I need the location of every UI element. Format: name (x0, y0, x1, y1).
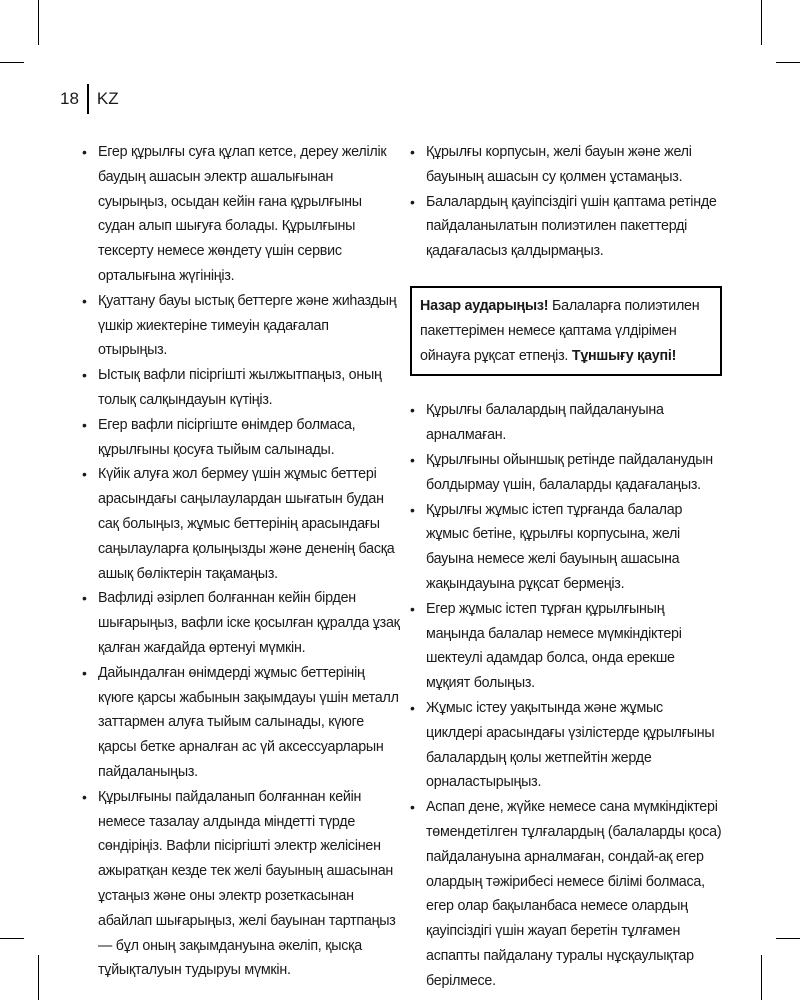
list-item: • Құрылғы балалардың пайдалануына арналмаған. (410, 398, 722, 448)
list-item: • Жұмыс істеу уақытында және жұмыс циклдері арасындағы үзілістерде құрылғыны балалардың қолы жетпейтін жерде орналастырыңыз. (410, 696, 722, 795)
list-item: • Құрылғы корпусын, желі бауын және желі бауының ашасын су қолмен ұстамаңыз. (410, 140, 722, 190)
crop-mark (38, 955, 39, 1000)
list-item: • Құрылғы жұмыс істеп тұрғанда балалар жұмыс бетіне, құрылғы корпусына, желі бауына немесе желі бауының ашасына жақындауына рұқсат бермеңіз. (410, 498, 722, 597)
page-number: 18 (60, 89, 79, 108)
language-code: KZ (96, 89, 119, 108)
bullet-icon: • (82, 367, 87, 384)
list-item: • Егер құрылғы суға құлап кетсе, дереу желілік баудың ашасын электр ашалығынан суырыңыз, осыдан кейін ғана құрылғыны судан алып шығуға болады. Құрылғыны тексерту немесе жөндету үшін сервис орталығына жүгініңіз. (82, 140, 400, 289)
bullet-icon: • (410, 451, 415, 468)
bullet-icon: • (410, 699, 415, 716)
list-item: • Құрылғыны пайдаланып болғаннан кейін немесе тазалау алдында міндетті түрде сөндіріңіз. Вафли пісіргішті электр желісінен ажыратқан кезде тек желі бауының ашасынан ұстаңыз және оны электр розеткасынан абайлап шығарыңыз, желі бауынан тартпаңыз — бұл оның зақымдануына әкеліп, қысқа тұйықталуын тудыруы мүмкін. (82, 785, 400, 983)
left-column (82, 140, 400, 983)
crop-mark (776, 938, 800, 939)
list-item: • Егер жұмыс істеп тұрған құрылғының маңында балалар немесе мүмкіндіктері шектеулі адамдар болса, онда ерекше мұқият болыңыз. (410, 597, 722, 696)
bullet-list (82, 140, 400, 983)
list-item: • Дайындалған өнімдерді жұмыс беттерінің күюге қарсы жабынын зақымдауы үшін металл заттармен алуға тыйым салынады, күюге қарсы бетке арналған ас үй аксессуарларын пайдаланыңыз. (82, 661, 400, 785)
bullet-icon: • (410, 402, 415, 419)
list-item: • Аспап дене, жүйке немесе сана мүмкіндіктері төмендетілген тұлғалардың (балаларды қоса) пайдалануына арналмаған, сондай-ақ егер олардың тәжірибесі немесе білімі болмаса, егер олар бақыланбаса немесе олардың қауіпсіздігі үшін жауап беретін тұлғамен аспапты пайдалану туралы нұсқаулықтар берілмесе. (410, 795, 722, 993)
bullet-icon: • (82, 466, 87, 483)
bullet-icon: • (82, 590, 87, 607)
bullet-icon: • (410, 144, 415, 160)
list-item: • Балалардың қауіпсіздігі үшін қаптама ретінде пайдаланылатын полиэтилен пакеттерді қадағаласыз қалдырмаңыз. (410, 190, 722, 264)
bullet-icon: • (410, 600, 415, 617)
page-header (60, 85, 119, 113)
crop-mark (0, 938, 24, 939)
warning-box (410, 286, 722, 376)
crop-mark (761, 955, 762, 1000)
warning-lead: Назар аударыңыз! (420, 297, 549, 314)
bullet-icon: • (82, 788, 87, 805)
bullet-icon: • (410, 501, 415, 518)
crop-mark (38, 0, 39, 45)
warning-body: Балаларға полиэтилен пакеттерімен немесе қаптама үлдірімен ойнауға рұқсат етпеңіз. (420, 297, 700, 364)
bullet-list (410, 140, 722, 264)
bullet-icon: • (82, 144, 87, 160)
list-item: • Егер вафли пісіргіште өнімдер болмаса, құрылғыны қосуға тыйым салынады. (82, 413, 400, 463)
crop-mark (761, 0, 762, 45)
bullet-icon: • (410, 799, 415, 816)
list-item: • Күйік алуға жол бермеу үшін жұмыс беттері арасындағы саңылаулардан шығатын будан сақ болыңыз, жұмыс беттерінің арасындағы саңылауларға қолыңызды және дененің басқа ашық бөліктерін тақамаңыз. (82, 462, 400, 586)
list-item: • Вафлиді әзірлеп болғаннан кейін бірден шығарыңыз, вафли іске қосылған құралда ұзақ қалған жағдайда өртенуі мүмкін. (82, 586, 400, 660)
crop-mark (0, 62, 24, 63)
bullet-icon: • (410, 193, 415, 210)
list-item: • Құрылғыны ойыншық ретінде пайдаланудын болдырмау үшін, балаларды қадағалаңыз. (410, 448, 722, 498)
bullet-list (410, 398, 722, 993)
warning-tail: Тұншығу қаупі! (571, 347, 677, 364)
right-column (410, 140, 722, 994)
header-divider (87, 84, 89, 114)
bullet-icon: • (82, 292, 87, 309)
list-item: • Ыстық вафли пісіргішті жылжытпаңыз, оның толық салқындауын күтіңіз. (82, 363, 400, 413)
bullet-icon: • (82, 416, 87, 433)
list-item: • Қуаттану бауы ыстық беттерге және жиһаздың үшкір жиектеріне тимеуін қадағалап отырыңыз. (82, 289, 400, 363)
crop-mark (776, 62, 800, 63)
bullet-icon: • (82, 664, 87, 681)
